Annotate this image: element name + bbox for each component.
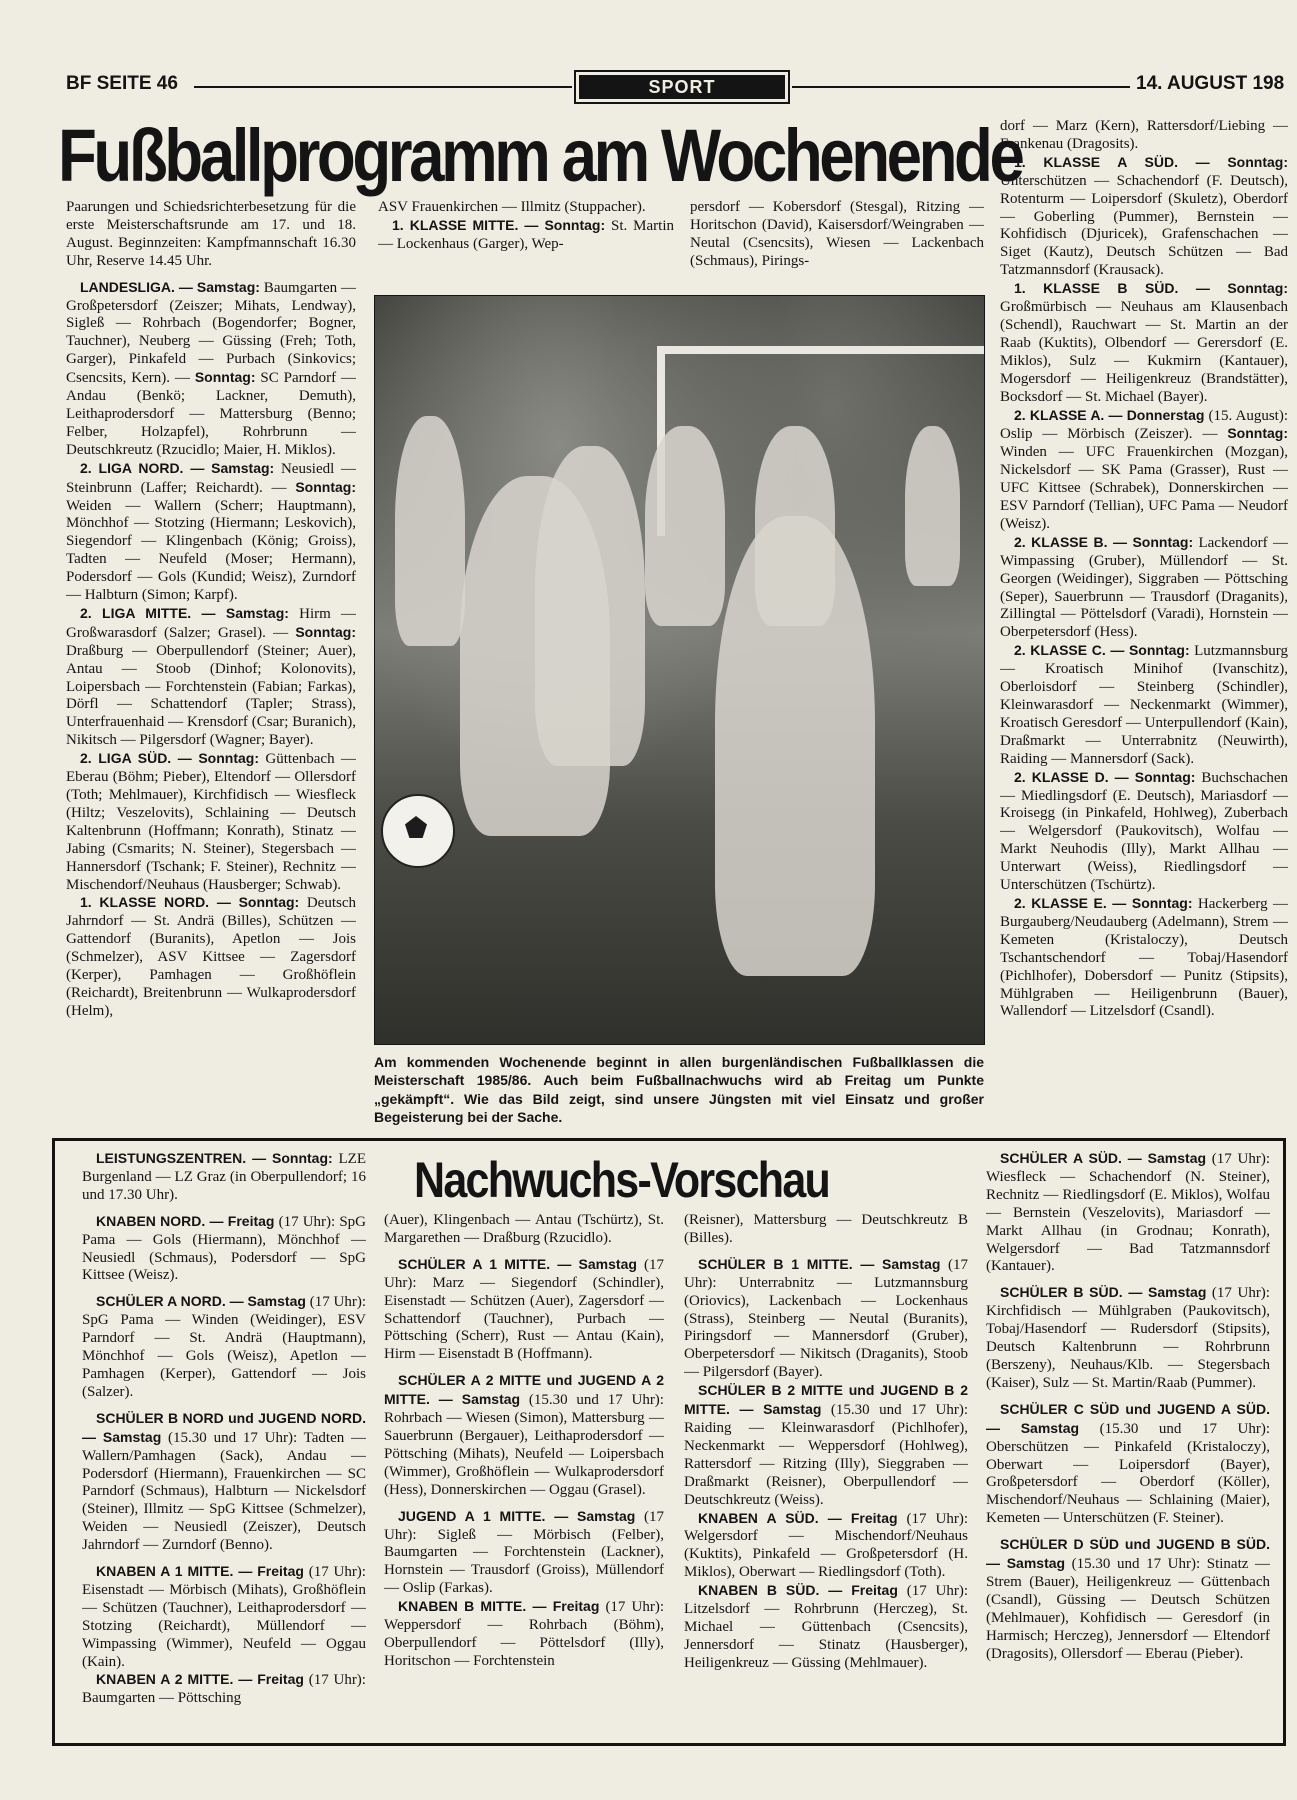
schedule-entry: KNABEN NORD. — Freitag (17 Uhr): SpG Pama — Gols (Hiermann), Mönchhof — Neusiedl (Schmaus), Podersdorf — SpG Kittsee (Weisz). — [82, 1212, 366, 1284]
issue-date: 14. AUGUST 198 — [1136, 73, 1285, 94]
schedule-entry: 2. KLASSE E. — Sonntag: Hackerberg — Burgauberg/Neudauberg (Adelmann), Strem — Kemeten (Kristaloczy), Deutsch Tschantschendorf — Tobaj/Hasendorf (Pichlhofer), Dobersdorf — Punitz (Stipsits), Mühlgraben — Heiligenbrunn (Bauer), Wallendorf — Litzelsdorf (Csandl). — [1000, 894, 1288, 1020]
article-column-4 — [1000, 118, 1288, 1138]
schedule-entry: 2. LIGA SÜD. — Sonntag: Güttenbach — Eberau (Böhm; Pieber), Eltendorf — Ollersdorf (Toth; Mehlmauer), Kirchfidisch — Wiesfleck (Hiltz; Veszelovits), Schlaining — Deutsch Kaltenbrunn (Hoffmann; Konrath), Stinatz — Jabing (Csmarits; N. Steiner), Stegersbach — Hannersdorf (Tschank; F. Steiner), Rechnitz — Mischendorf/Neuhaus (Hausberger; Schwab). — [66, 750, 356, 893]
schedule-entry: SCHÜLER A 1 MITTE. — Samstag (17 Uhr): Marz — Siegendorf (Schindler), Eisenstadt — Schützen (Auer), Zagersdorf — Schattendorf (Tauchner), Purbach — Pöttsching (Scherr), Rust — Antau (Kain), Hirm — Eisenstadt B (Hoffmann). — [384, 1255, 664, 1363]
schedule-entry: KNABEN A SÜD. — Freitag (17 Uhr): Welgersdorf — Mischendorf/Neuhaus (Kuktits), Pinkafeld — Großpetersdorf (H. Miklos), Oberwart — Riedlingsdorf (Toth). — [684, 1509, 968, 1581]
soccer-ball — [381, 794, 455, 868]
schedule-entry: ASV Frauenkirchen — Illmitz (Stuppacher). — [378, 199, 646, 215]
player-figure — [905, 426, 960, 586]
schedule-entry: 2. KLASSE C. — Sonntag: Lutzmannsburg — Kroatisch Minihof (Ivanschitz), Oberloisdorf — Steinberg (Schindler), Kleinwarasdorf — Neckenmarkt (Wimmer), Kroatisch Geresdorf — Unterpullendorf (Kain), Draßmarkt — Unterrabnitz (Neuwirth), Raiding — Mannersdorf (Sack). — [1000, 642, 1288, 767]
schedule-entry: KNABEN B MITTE. — Freitag (17 Uhr): Weppersdorf — Rohrbach (Böhm), Oberpullendorf — Pöttelsdorf (Illy), Horitschon — Forchtenstein — [384, 1598, 664, 1669]
schedule-entry: SCHÜLER A 2 MITTE und JUGEND A 2 MITTE. — Samstag (15.30 und 17 Uhr): Rohrbach — Wiesen (Simon), Mattersburg — Sauerbrunn (Bergauer), Leithaprodersdorf — Pöttsching (Mihats), Neufeld — Loipersbach (Wimmer), Großhöflein — Wulkaprodersdorf (Hess), Donnerskirchen — Oggau (Grasel). — [384, 1372, 664, 1498]
schedule-entry: (Reisner), Mattersburg — Deutschkreutz B (Billes). — [684, 1212, 968, 1246]
schedule-entry: KNABEN A 1 MITTE. — Freitag (17 Uhr): Eisenstadt — Mörbisch (Mihats), Großhöflein — Schützen (Tauchner), Leithaprodersdorf — Stotzing (Reichardt), Müllendorf — Wimpassing (Wimmer), Neufeld — Oggau (Kain). — [82, 1563, 366, 1670]
youth-preview-title: Nachwuchs-Vorschau — [414, 1152, 830, 1208]
schedule-entry: (Auer), Klingenbach — Antau (Tschürtz), St. Margarethen — Draßburg (Rzucidlo). — [384, 1212, 664, 1246]
schedule-entry: 1. KLASSE B SÜD. — Sonntag: Großmürbisch — Neuhaus am Klausenbach (Schendl), Rauchwart — St. Martin an der Raab (Kuktits), Olbendorf — Gerersdorf (E. Miklos), Sulz — Kukmirn (Kantauer), Mogersdorf — Heiligenkreuz (Brandstätter), Bocksdorf — St. Michael (Bayer). — [1000, 280, 1288, 405]
schedule-entry: SCHÜLER C SÜD und JUGEND A SÜD. — Samstag (15.30 und 17 Uhr): Oberschützen — Pinkafeld (Kristaloczy), Oberwart — Loipersdorf (Bayer), Großpetersdorf — Oberdorf (Köller), Mischendorf/Neuhaus — Schlaining (Maier), Kemeten — Unterschützen (F. Steiner). — [986, 1400, 1270, 1527]
schedule-entry: 2. LIGA MITTE. — Samstag: Hirm — Großwarasdorf (Salzer; Grasel). — Sonntag: Draßburg — Oberpullendorf (Steiner; Auer), Antau — Stoob (Dinhof; Kolonovits), Loipersbach — Forchtenstein (Fabian; Farkas), Dörfl — Schattendorf (Tapler; Strass), Unterfrauenhaid — Krensdorf (Csar; Buranich), Nikitsch — Pilgersdorf (Wagner; Bayer). — [66, 604, 356, 749]
photo-caption: Am kommenden Wochenende beginnt in allen burgenländischen Fußballklassen die Meisterschaft 1985/86. Auch beim Fußballnachwuchs wird ab Freitag um Punkte „gekämpft“. Wie das Bild zeigt, sind unsere Jüngsten mit viel Einsatz und großer Begeisterung bei der Sache. — [374, 1054, 984, 1125]
player-figure — [645, 426, 725, 626]
schedule-entry: 2. LIGA NORD. — Samstag: Neusiedl — Steinbrunn (Laffer; Reichardt). — Sonntag: Weiden — Wallern (Scherr; Hauptmann), Mönchhof — Stotzing (Hiermann; Leskovich), Siegendorf — Klingenbach (König; Groiss), Tadten — Neufeld (Moser; Hermann), Podersdorf — Gols (Kundid; Weisz), Zurndorf — Halbturn (Simon; Karpf). — [66, 459, 356, 604]
schedule-entry: 1. KLASSE NORD. — Sonntag: Deutsch Jahrndorf — St. Andrä (Billes), Schützen — Gattendorf (Buranits), Apetlon — Jois (Schmelzer), ASV Kittsee — Zagersdorf (Kerper), Pamhagen — Großhöflein (Reichardt), Breitenbrunn — Wulkaprodersdorf (Helm), — [66, 894, 356, 1019]
section-label — [574, 70, 790, 104]
header-rule-right — [792, 86, 1130, 88]
schedule-entry: SCHÜLER D SÜD und JUGEND B SÜD. — Samstag (15.30 und 17 Uhr): Stinatz — Strem (Bauer), Heiligenkreuz — Güttenbach (Csandl), Güssing — Deutsch Schützen (Mehlmauer), Kohfidisch — Geresdorf (in Harmisch; Herczeg), Jennersdorf — Eltendorf (Dragosits), Ollersdorf — Eberau (Pieber). — [986, 1536, 1270, 1662]
youth-column-2 — [384, 1212, 664, 1738]
schedule-entry: JUGEND A 1 MITTE. — Samstag (17 Uhr): Sigleß — Mörbisch (Felber), Baumgarten — Forchtenstein (Lackner), Hornstein — Trausdorf (Groiss), Müllendorf — Oslip (Farkas). — [384, 1507, 664, 1597]
schedule-entry: SCHÜLER A SÜD. — Samstag (17 Uhr): Wiesfleck — Schachendorf (N. Steiner), Rechnitz — Riedlingsdorf (E. Miklos), Wolfau — Bernstein (Veszelovits), Mariasdorf — Markt Allhau (in Grodnau; Konrath), Welgersdorf — Bad Tatzmannsdorf (Kantauer). — [986, 1150, 1270, 1275]
schedule-entry: SCHÜLER A NORD. — Samstag (17 Uhr): SpG Pama — Winden (Weidinger), ESV Parndorf — St. Andrä (Hauptmann), Mönchhof — Gols (Weisz), Apetlon — Pamhagen (Kerper), Gattendorf — Jois (Salzer). — [82, 1293, 366, 1400]
schedule-entry: LANDESLIGA. — Samstag: Baumgarten — Großpetersdorf (Zeiszer; Mihats, Lendway), Sigleß — Rohrbach (Bogendorfer; Bogner, Tauchner), Neuberg — Güssing (Freh; Toth, Garger), Pinkafeld — Purbach (Sinkovics; Csencsits, Kern). — Sonntag: SC Parndorf — Andau (Benkö; Lackner, Demuth), Leithaprodersdorf — Mattersburg (Benno; Felber, Holzapfel), Rohrbrunn — Deutschkreutz (Rzucidlo; Maier, H. Miklos). — [66, 278, 356, 458]
schedule-entry: KNABEN A 2 MITTE. — Freitag (17 Uhr): Baumgarten — Pöttsching — [82, 1671, 366, 1707]
intro-paragraph: Paarungen und Schiedsrichterbesetzung für die erste Meisterschaftsrunde am 17. und 18. August. Beginnzeiten: Kampfmannschaft 16.30 Uhr, Reserve 14.45 Uhr. — [66, 199, 356, 269]
schedule-entry: LEISTUNGSZENTREN. — Sonntag: LZE Burgenland — LZ Graz (in Oberpullendorf; 16 und 17.30 Uhr). — [82, 1150, 366, 1203]
schedule-entry: SCHÜLER B 1 MITTE. — Samstag (17 Uhr): Unterrabnitz — Lutzmannsburg (Oriovics), Lackenbach — Lockenhaus (Strass), Steinberg — Neutal (Buranits), Piringsdorf — Mannersdorf (Gruber), Oberpetersdorf — Nikitsch (Draganits), Stoob — Pilgersdorf (Bayer). — [684, 1255, 968, 1381]
schedule-entry: SCHÜLER B NORD und JUGEND NORD. — Samstag (15.30 und 17 Uhr): Tadten — Wallern/Pamhagen (Sack), Andau — Podersdorf (Hiermann), Frauenkirchen — SC Parndorf (Schmaus), Halbturn — Nickelsdorf (Steiner), Illmitz — SpG Kittsee (Schmelzer), Weiden — Neusiedl (Zeiszer), Deutsch Jahrndorf — Zurndorf (Benno). — [82, 1409, 366, 1554]
match-photo — [374, 295, 985, 1045]
schedule-entry: 2. KLASSE B. — Sonntag: Lackendorf — Wimpassing (Gruber), Müllendorf — St. Georgen (Weidinger), Siggraben — Pöttsching (Seper), Sauerbrunn — Trausdorf (Draganits), Zillingtal — Pöttelsdorf (Varadi), Hornstein — Oberpetersdorf (Hess). — [1000, 533, 1288, 641]
page-number: BF SEITE 46 — [66, 73, 178, 94]
schedule-entry: SCHÜLER B 2 MITTE und JUGEND B 2 MITTE. — Samstag (15.30 und 17 Uhr): Raiding — Kleinwarasdorf (Pichlhofer), Neckenmarkt — Weppersdorf (Hohlweg), Rattersdorf — Ritzing (Illy), Sieggraben — Draßmarkt (Reisner), Oberpullendorf — Deutschkreutz (Weiss). — [684, 1382, 968, 1508]
schedule-entry: 2. KLASSE D. — Sonntag: Buchschachen — Miedlingsdorf (E. Deutsch), Mariasdorf — Kroisegg (in Pinkafeld, Hohlweg), Zuberbach — Welgersdorf (Paukovitsch), Wolfau — Markt Neuhodis (Illy), Markt Allhau — Unterwart (Weiss), Riedlingsdorf — Unterschützen (Tschürtz). — [1000, 768, 1288, 894]
header-rule-left — [194, 86, 572, 88]
youth-column-4 — [986, 1150, 1270, 1740]
schedule-entry: SCHÜLER B SÜD. — Samstag (17 Uhr): Kirchfidisch — Mühlgraben (Paukovitsch), Tobaj/Hasendorf — Rudersdorf (Stipsits), Deutsch Kaltenbrunn — Rohrbrunn (Berszeny), Neuhaus/Klb. — Stegersbach (Kaiser), Sulz — St. Martin/Raab (Pummer). — [986, 1284, 1270, 1391]
player-figure — [535, 446, 645, 766]
article-column-3 — [690, 199, 984, 291]
article-column-2 — [378, 199, 674, 291]
schedule-entry: KNABEN B SÜD. — Freitag (17 Uhr): Litzelsdorf — Rohrbrunn (Herczeg), St. Michael — Güttenbach (Csencsits), Jennersdorf — Stinatz (Hausberger), Heiligenkreuz — Güssing (Mehlmauer). — [684, 1582, 968, 1671]
youth-column-1 — [82, 1150, 366, 1740]
section-label-text: SPORT — [579, 75, 785, 99]
article-column-1 — [66, 199, 356, 1139]
schedule-entry: 1. KLASSE A SÜD. — Sonntag: Unterschützen — Schachendorf (F. Deutsch), Rotenturm — Loipersdorf (Skuletz), Oberdorf — Goberling (Pummer), Bernstein — Kohfidisch (Djuricek), Grafenschachen — Siget (Kautz), Deutsch Schützen — Bad Tatzmannsdorf (Krausack). — [1000, 153, 1288, 279]
youth-column-3 — [684, 1212, 968, 1738]
schedule-entry: dorf — Marz (Kern), Rattersdorf/Liebing — Frankenau (Dragosits). — [1000, 118, 1288, 152]
schedule-entry: 1. KLASSE MITTE. — Sonntag: St. Martin — Lockenhaus (Garger), Wep- — [378, 216, 674, 252]
goal-crossbar — [657, 346, 985, 354]
schedule-entry: 2. KLASSE A. — Donnerstag (15. August): Oslip — Mörbisch (Zeiszer). — Sonntag: Winden — UFC Frauenkirchen (Mozgan), Nickelsdorf — SK Pama (Grasser), Rust — UFC Kittsee (Schrabek), Donnerskirchen — ESV Parndorf (Tellian), UFC Pama — Neudorf (Weisz). — [1000, 406, 1288, 532]
player-figure — [715, 516, 875, 976]
main-headline: Fußballprogramm am Wochenende — [58, 114, 1022, 197]
player-figure — [395, 416, 465, 646]
schedule-entry: persdorf — Kobersdorf (Stesgal), Ritzing — Horitschon (David), Kaisersdorf/Weingraben — Neutal (Csencsits), Wiesen — Lackenbach (Schmaus), Pirings- — [690, 199, 984, 269]
